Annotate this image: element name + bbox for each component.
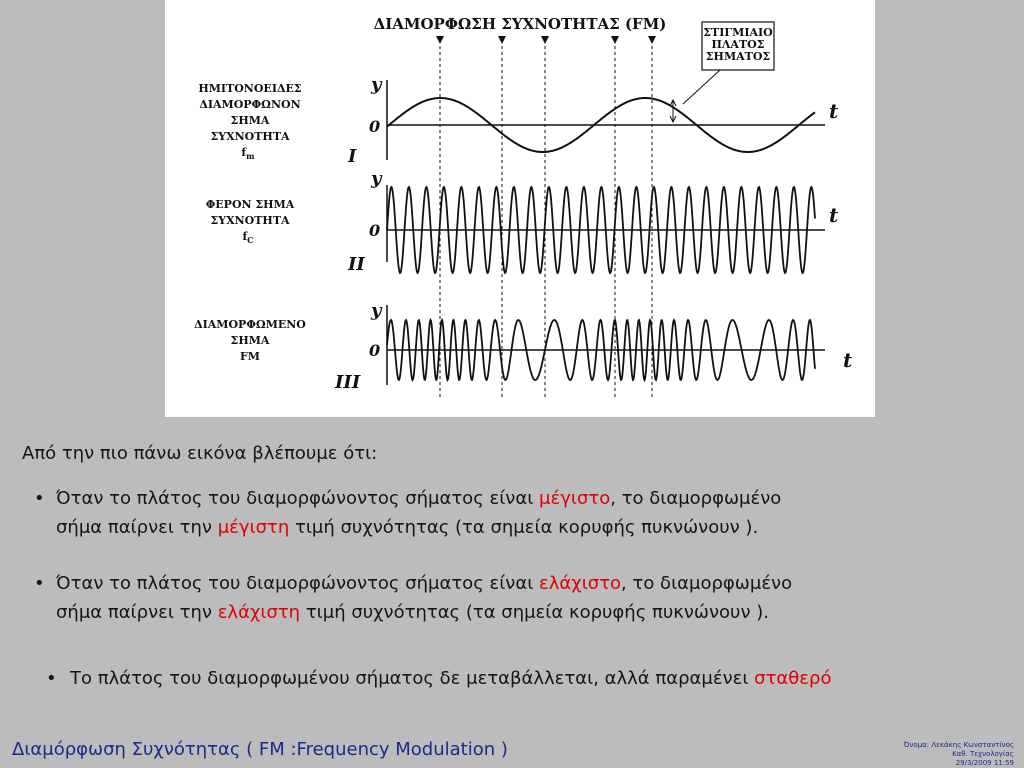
panel-3-t-label: t <box>843 348 853 372</box>
highlight-maximum-value: μέγιστη <box>217 517 290 538</box>
bullet-2-marker: • <box>34 573 45 594</box>
bullet-2-line-1: Όταν το πλάτος του διαμορφώνοντος σήματος είναι ελάχιστο, το διαμορφωμένο <box>56 573 793 594</box>
author-name: Όνομα: Λεκάκης Κωνσταντίνος <box>903 741 1014 749</box>
bullet-1-line-1: Όταν το πλάτος του διαμορφώνοντος σήματος είναι μέγιστο, το διαμορφωμένο <box>56 488 782 509</box>
callout-line-2: ΠΛΑΤΟΣ <box>711 38 765 51</box>
svg-text:fm: $f_m$ <box>241 146 255 161</box>
panel-1-y-label: y <box>371 74 382 95</box>
panel-1-roman: I <box>348 146 357 167</box>
slide-footer-meta <box>904 741 1014 768</box>
callout-line-3: ΣΗΜΑΤΟΣ <box>705 50 771 63</box>
svg-text:ΦΕΡΟΝ ΣΗΜΑ: ΦΕΡΟΝ ΣΗΜΑ <box>205 198 295 211</box>
highlight-maximum: μέγιστο <box>539 488 611 509</box>
bullet-2-line-2: σήμα παίρνει την ελάχιστη τιμή συχνότητας (τα σημεία κορυφής πυκνώνουν ). <box>56 602 769 623</box>
slide-date: 29/3/2009 11:59 <box>955 759 1014 767</box>
panel-2-t-label: t <box>829 203 839 227</box>
svg-text:ΣΥΧΝΟΤΗΤΑ: ΣΥΧΝΟΤΗΤΑ <box>210 214 290 227</box>
highlight-constant: σταθερό <box>754 668 832 689</box>
slide-footer-title: Διαμόρφωση Συχνότητας ( FM :Frequency Modulation ) <box>12 739 508 760</box>
bullet-3-marker: • <box>46 668 57 689</box>
highlight-minimum-value: ελάχιστη <box>217 602 301 623</box>
author-role: Καθ. Τεχνολογίας <box>952 750 1014 758</box>
bullet-1-marker: • <box>34 488 45 509</box>
panel-1-zero: 0 <box>369 117 381 136</box>
panel-3-zero: 0 <box>369 341 381 360</box>
svg-text:ΔΙΑΜΟΡΦΩΜΕΝΟ: ΔΙΑΜΟΡΦΩΜΕΝΟ <box>194 318 306 331</box>
panel-2-y-label: y <box>371 168 382 189</box>
svg-text:ΣΗΜΑ: ΣΗΜΑ <box>230 114 270 127</box>
highlight-minimum: ελάχιστο <box>539 573 622 594</box>
diagram-title: ΔΙΑΜΟΡΦΩΣΗ ΣΥΧΝΟΤΗΤΑΣ (FM) <box>373 15 667 33</box>
panel-1-t-label: t <box>829 99 839 123</box>
panel-3-y-label: y <box>371 300 382 321</box>
svg-text:fC: $f_C$ <box>242 230 254 245</box>
svg-text:FM: FM <box>240 350 260 363</box>
intro-text: Από την πιο πάνω εικόνα βλέπουμε ότι: <box>22 443 378 464</box>
panel-2-roman: II <box>348 254 365 275</box>
panel-3-roman: III <box>335 372 361 393</box>
svg-text:ΣΗΜΑ: ΣΗΜΑ <box>230 334 270 347</box>
svg-text:ΗΜΙΤΟΝΟΕΙΔΕΣ: ΗΜΙΤΟΝΟΕΙΔΕΣ <box>198 82 302 95</box>
panel-2-zero: 0 <box>369 221 381 240</box>
svg-text:ΔΙΑΜΟΡΦΩΝΟΝ: ΔΙΑΜΟΡΦΩΝΟΝ <box>199 98 301 111</box>
svg-text:ΣΥΧΝΟΤΗΤΑ: ΣΥΧΝΟΤΗΤΑ <box>210 130 290 143</box>
bullet-3-line: Το πλάτος του διαμορφωμένου σήματος δε μεταβάλλεται, αλλά παραμένει σταθερό <box>70 668 832 689</box>
callout-line-1: ΣΤΙΓΜΙΑΙΟ <box>703 26 773 39</box>
bullet-1-line-2: σήμα παίρνει την μέγιστη τιμή συχνότητας (τα σημεία κορυφής πυκνώνουν ). <box>56 517 759 538</box>
